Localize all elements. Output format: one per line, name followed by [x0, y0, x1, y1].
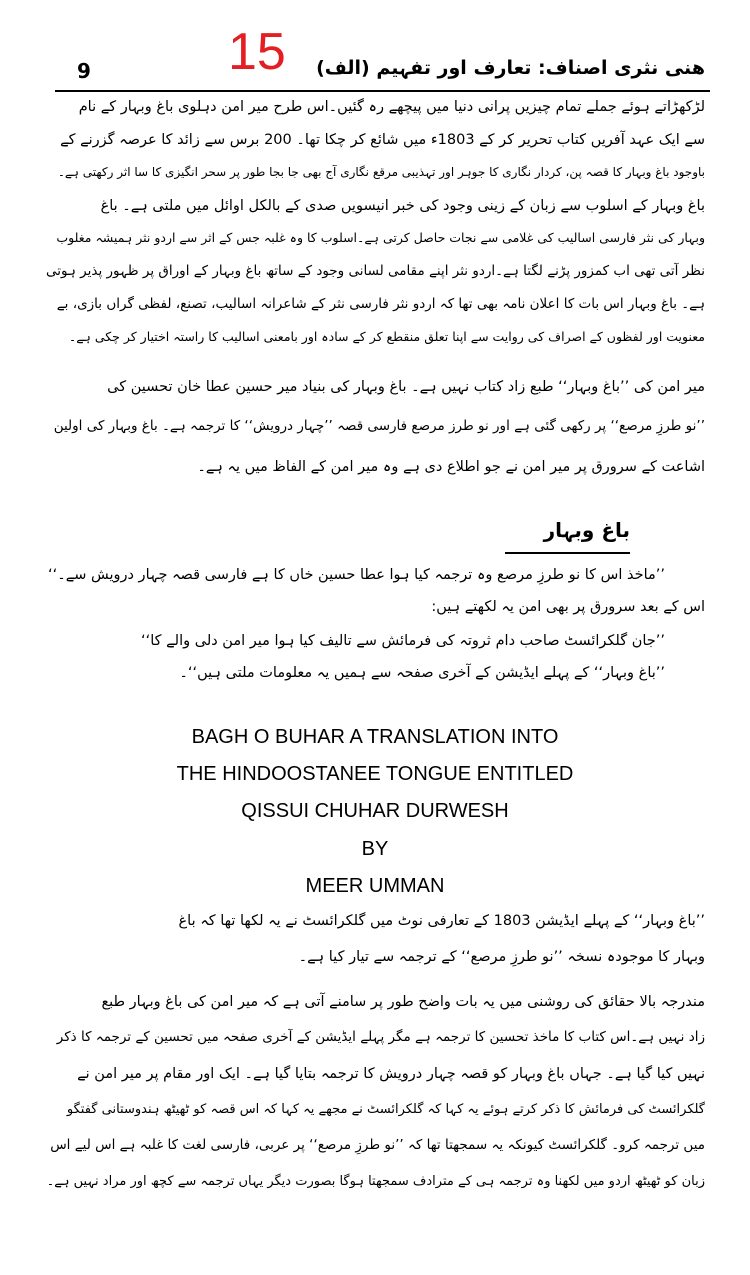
english-title-line: BAGH O BUHAR A TRANSLATION INTO: [191, 726, 559, 748]
body-line: وبہار کا موجودہ نسخہ ’’نو طرزِ مرصع‘‘ کے ترجمہ سے تیار کیا ہے۔: [298, 949, 705, 965]
body-line: میں ترجمہ کرو۔ گلکرائسٹ کیونکہ یہ سمجھتا تھا کہ ’’نو طرزِ مرصع‘‘ پر عربی، فارسی لغت کا غلبہ ہے اس لیے اس: [50, 1137, 705, 1153]
body-line: باغ وبہار کے اسلوب سے زبان کے زینی وجود کی خبر انیسویں صدی کے بالکل اوائل میں ملتی ہے۔ باغ: [100, 198, 705, 214]
running-header: [55, 55, 705, 87]
quote-line: ’’باغ وبہار‘‘ کے پہلے ایڈیشن کے آخری صفحہ سے ہمیں یہ معلومات ملتی ہیں‘‘۔: [179, 665, 665, 681]
quote-line: ’’جان گلکرائسٹ صاحب دام ثروتہ کی فرمائش سے تالیف کیا ہوا میر امن دلی والے کا‘‘: [141, 633, 665, 649]
heading-underline: [505, 552, 630, 554]
body-line: نہیں کیا گیا ہے۔ جہاں باغ وبہار کو قصہ چہار درویش کا ترجمہ بتایا گیا ہے۔ ایک اور مقام پر میر امن نے: [77, 1066, 705, 1082]
body-line: لڑکھڑاتے ہوئے جملے تمام چیزیں پرانی دنیا میں پیچھے رہ گئیں۔اس طرح میر امن دہلوی باغ وبہار کے نام: [78, 99, 705, 115]
body-line: باوجود باغ وبہار کا قصہ پن، کردار نگاری کا جوہر اور تہذیبی مرقع نگاری آج بھی جا بجا طور پر سحر انگیزی کا سا اثر رکھتی ہے۔: [57, 165, 705, 179]
body-line: میر امن کی ’’باغ وبہار‘‘ طبع زاد کتاب نہیں ہے۔ باغ وبہار کی بنیاد میر حسین عطا خان تحسین کی: [107, 379, 705, 395]
body-line: ’’نو طرزِ مرصع‘‘ پر رکھی گئی ہے اور نو طرز مرصع فارسی قصہ ’’چہار درویش‘‘ کا ترجمہ ہے۔ باغ وبہار کی اولین: [53, 418, 705, 434]
body-line: زاد نہیں ہے۔اس کتاب کا ماخذ تحسین کا ترجمہ ہے مگر پہلے ایڈیشن کے آخری صفحہ میں تحسین کے ترجمہ کا ذکر: [56, 1029, 705, 1045]
body-line: ’’باغ وبہار‘‘ کے پہلے ایڈیشن 1803 کے تعارفی نوٹ میں گلکرائسٹ نے یہ لکھا تھا کہ باغ: [178, 913, 705, 929]
body-line: اشاعت کے سرورق پر میر امن نے جو اطلاع دی ہے وہ میر امن کے الفاظ میں یہ ہے۔: [197, 459, 705, 475]
body-line: نظر آتی تھی اب کمزور پڑنے لگتا ہے۔اردو نثر اپنے مقامی لسانی وجود کے ساتھ باغ وبہار کے اوراق پر ظہور پذیر ہوتی: [45, 263, 705, 279]
section-heading: باغ وبہار: [543, 518, 630, 542]
body-line: گلکرائسٹ کی فرمائش کا ذکر کرتے ہوئے یہ کہا کہ گلکرائسٹ نے مجھے یہ کہا کہ اس قصہ کو ٹھیٹھ ہندوستانی گفتگو: [66, 1102, 705, 1117]
english-title-line: BY: [361, 838, 389, 860]
quote-line: ’’ماخذ اس کا نو طرزِ مرصع وہ ترجمہ کیا ہوا عطا حسین خاں کا ہے فارسی قصہ چہار درویش سے۔‘‘: [48, 567, 665, 583]
body-line: مندرجہ بالا حقائق کی روشنی میں یہ بات واضح طور پر سامنے آتی ہے کہ میر امن کی باغ وبہار طبع: [101, 994, 705, 1010]
page-number: 9: [77, 59, 91, 83]
body-line: معنویت اور لفظوں کے اصراف کی روایت سے اپنا تعلق منقطع کر کے سادہ اور بامعنی اسالیب کا راستہ اختیار کر چکی ہے۔: [68, 329, 705, 344]
running-title: ھنی نثری اصناف: تعارف اور تفہیم (الف): [316, 57, 705, 79]
english-title-line: QISSUI CHUHAR DURWESH: [241, 800, 509, 822]
body-line: وبہار کی نثر فارسی اسالیب کی غلامی سے نجات حاصل کرتی ہے۔اسلوب کا وہ غلبہ جس کے اثر سے اردو نثر ہمیشہ مغلوب: [56, 230, 705, 245]
body-line: ہے۔ باغ وبہار اس بات کا اعلان نامہ بھی تھا کہ اردو نثر فارسی نثر کے شاعرانہ اسالیب، تصنع، لفظی گراں بازی، بے: [56, 296, 705, 312]
body-line: زبان کو ٹھیٹھ اردو میں لکھنا وہ ترجمہ ہی کے مترادف سمجھتا ہوگا بصورت دیگر یہاں ترجمہ سے کچھ اور مراد نہیں ہے۔: [46, 1174, 705, 1189]
header-rule: [55, 90, 710, 92]
body-line: سے ایک عہد آفریں کتاب تحریر کر کے 1803ء میں شائع کر چکا تھا۔ 200 برس سے زائد کا عرصہ گزرنے کے: [60, 132, 705, 148]
english-title-line: THE HINDOOSTANEE TONGUE ENTITLED: [176, 763, 574, 785]
page-stamp-number: 15: [228, 23, 286, 81]
quote-line: اس کے بعد سرورق پر بھی امن یہ لکھتے ہیں:: [431, 599, 705, 615]
english-title-line: MEER UMMAN: [305, 875, 445, 897]
